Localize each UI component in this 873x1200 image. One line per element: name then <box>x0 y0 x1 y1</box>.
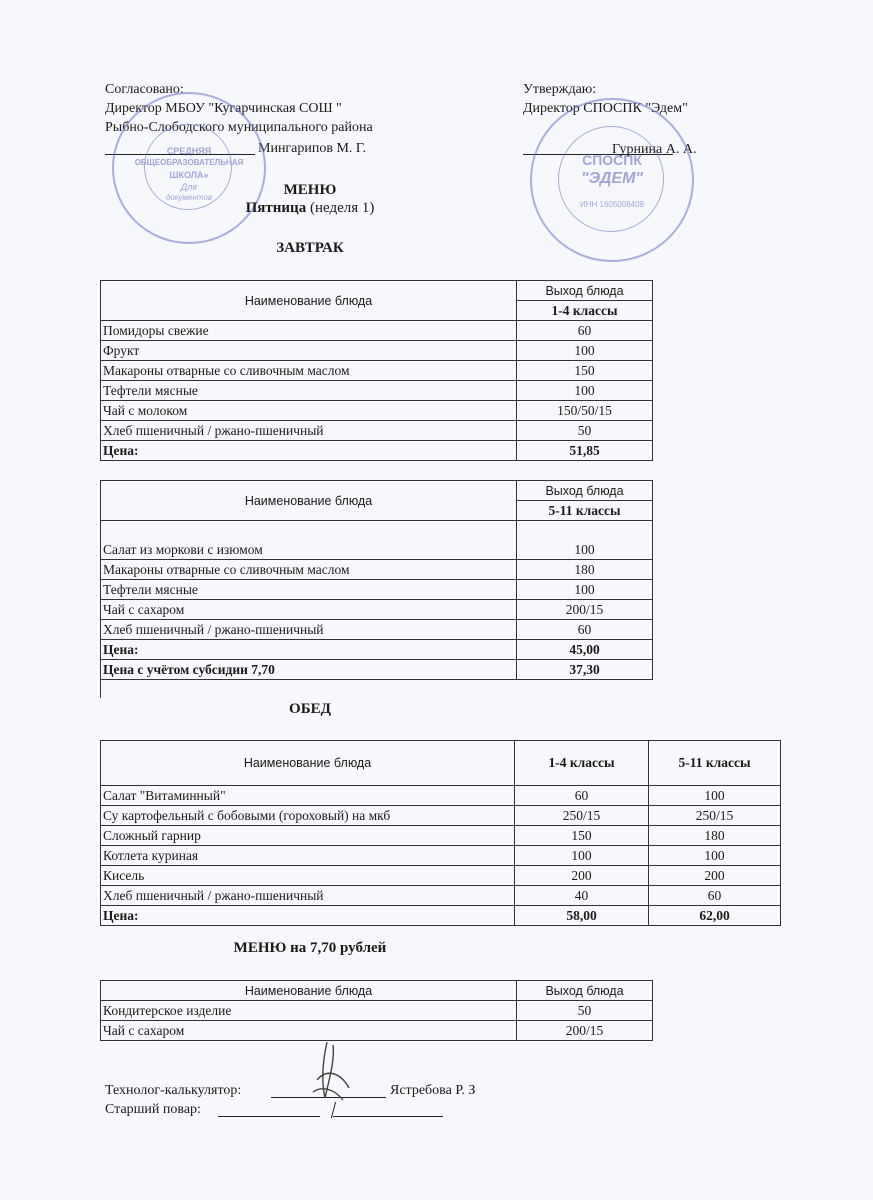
school-stamp: СРЕДНЯЯ ОБЩЕОБРАЗОВАТЕЛЬНАЯ ШКОЛА» Для документов <box>112 92 266 244</box>
table-row: Кисель 200 200 <box>101 866 781 886</box>
approver-position: Директор МБОУ "Кугарчинская СОШ " <box>105 101 342 116</box>
cook-name-line <box>333 1116 443 1117</box>
approver-name: Мингарипов М. Г. <box>258 141 366 156</box>
table-row: Чай с сахаром 200/15 <box>101 1021 653 1041</box>
cook-label: Старший повар: <box>105 1102 201 1117</box>
approver-district: Рыбно-Слободского муниципального района <box>105 120 373 135</box>
column-header: Выход блюда <box>517 481 653 501</box>
table-row: Чай с молоком 150/50/15 <box>101 401 653 421</box>
price-row: Цена: 58,00 62,00 <box>101 906 781 926</box>
table-edge-mark <box>100 680 101 698</box>
price-row: Цена: 45,00 <box>101 640 653 660</box>
grade-header: 1-4 классы <box>517 301 653 321</box>
column-header: Наименование блюда <box>101 981 517 1001</box>
confirmer-name: Гурнина А. А. <box>612 142 697 157</box>
lunch-title: ОБЕД <box>289 701 331 717</box>
table-row: Чай с сахаром 200/15 <box>101 600 653 620</box>
price-row: Цена: 51,85 <box>101 441 653 461</box>
column-header: Наименование блюда <box>101 281 517 321</box>
technologist-label: Технолог-калькулятор: <box>105 1083 242 1098</box>
grade-header: 5-11 классы <box>649 741 781 786</box>
grade-header: 5-11 классы <box>517 501 653 521</box>
table-row: Тефтели мясные 100 <box>101 381 653 401</box>
column-header: Выход блюда <box>517 281 653 301</box>
technologist-name: Ястребова Р. З <box>390 1083 476 1098</box>
table-row: Кондитерское изделие 50 <box>101 1001 653 1021</box>
column-header: Наименование блюда <box>101 481 517 521</box>
table-row: Котлета куриная 100 100 <box>101 846 781 866</box>
table-row: Салат "Витаминный" 60 100 <box>101 786 781 806</box>
confirm-label: Утверждаю: <box>523 82 597 97</box>
table-row: Хлеб пшеничный / ржано-пшеничный 40 60 <box>101 886 781 906</box>
column-header: Наименование блюда <box>101 741 515 786</box>
table-row: Су картофельный с бобовыми (гороховый) на мкб 250/15 250/15 <box>101 806 781 826</box>
table-row: Сложный гарнир 150 180 <box>101 826 781 846</box>
confirmer-position: Директор СПОСПК "Эдем" <box>523 101 688 116</box>
grade-header: 1-4 классы <box>515 741 649 786</box>
table-row: Макароны отварные со сливочным маслом 150 <box>101 361 653 381</box>
table-row: Макароны отварные со сливочным маслом 180 <box>101 560 653 580</box>
menu-day <box>190 200 430 217</box>
menu-title: МЕНЮ <box>283 182 337 198</box>
subsidy-price-row: Цена с учётом субсидии 7,70 37,30 <box>101 660 653 680</box>
menu-week: (неделя 1) <box>306 200 375 216</box>
lunch-table <box>100 740 781 926</box>
breakfast-table-junior <box>100 280 653 461</box>
approved-label: Согласовано: <box>105 82 184 97</box>
cooperative-stamp: СПОСПК "ЭДЕМ" ИНН 1605008409 <box>530 98 694 262</box>
table-row: Салат из моркови с изюмом 100 <box>101 521 653 560</box>
table-row: Хлеб пшеничный / ржано-пшеничный 60 <box>101 620 653 640</box>
table-row: Хлеб пшеничный / ржано-пшеничный 50 <box>101 421 653 441</box>
cook-signature-line <box>218 1116 320 1117</box>
column-header: Выход блюда <box>517 981 653 1001</box>
technologist-signature <box>305 1040 355 1110</box>
table-row: Помидоры свежие 60 <box>101 321 653 341</box>
breakfast-table-senior <box>100 480 653 680</box>
table-row: Фрукт 100 <box>101 341 653 361</box>
extra-menu-table <box>100 980 653 1041</box>
menu-day-name: Пятница <box>245 200 307 216</box>
extra-menu-title: МЕНЮ на 7,70 рублей <box>233 940 387 956</box>
table-row: Тефтели мясные 100 <box>101 580 653 600</box>
breakfast-title: ЗАВТРАК <box>276 240 344 256</box>
